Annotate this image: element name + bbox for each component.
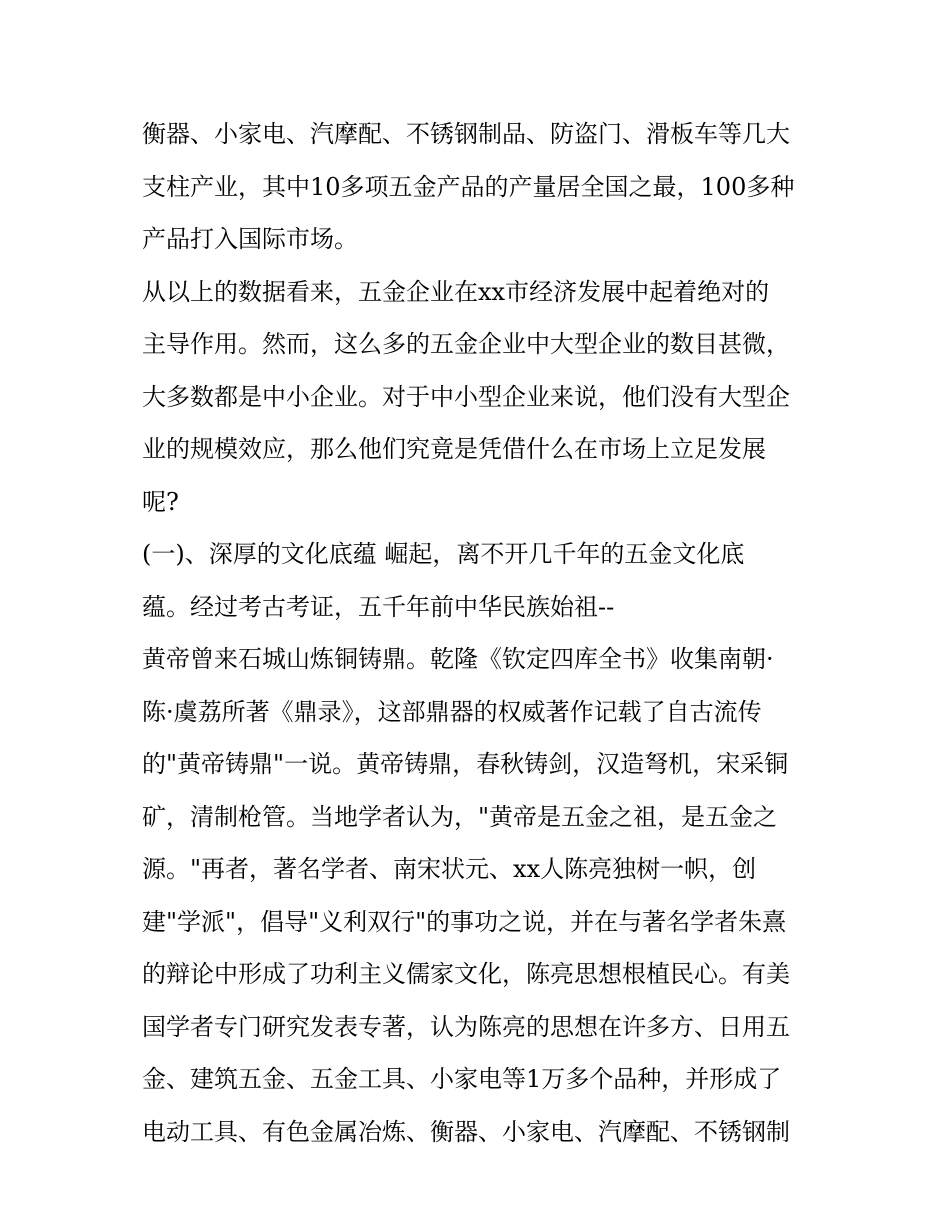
text-line: 的"黄帝铸鼎"一说。黄帝铸鼎，春秋铸剑，汉造弩机，宋采铜 — [142, 750, 789, 778]
text-line: 金、建筑五金、五金工具、小家电等1万多个品种，并形成了 — [142, 1065, 782, 1093]
text-line: 电动工具、有色金属冶炼、衡器、小家电、汽摩配、不锈钢制 — [142, 1117, 790, 1146]
text-line: 衡器、小家电、汽摩配、不锈钢制品、防盗门、滑板车等几大 — [142, 120, 790, 148]
text-line: 从以上的数据看来，五金企业在xx市经济发展中起着绝对的 — [142, 277, 770, 306]
body-text — [142, 108, 822, 1158]
text-line: 国学者专门研究发表专著，认为陈亮的思想在许多方、日用五 — [142, 1012, 790, 1041]
text-line: 蕴。经过考古考证，五千年前中华民族始祖-- — [142, 592, 615, 621]
text-line: (一)、深厚的文化底蕴 崛起，离不开几千年的五金文化底 — [142, 540, 745, 568]
text-line: 主导作用。然而，这么多的五金企业中大型企业的数目甚微， — [142, 330, 790, 358]
text-line: 源。"再者，著名学者、南宋状元、xx人陈亮独树一帜，创 — [142, 855, 757, 883]
text-line: 产品打入国际市场。 — [142, 225, 358, 253]
text-line: 业的规模效应，那么他们究竟是凭借什么在市场上立足发展 — [142, 435, 766, 463]
text-line: 的辩论中形成了功利主义儒家文化，陈亮思想根植民心。有美 — [142, 960, 790, 988]
text-line: 黄帝曾来石城山炼铜铸鼎。乾隆《钦定四库全书》收集南朝· — [142, 645, 774, 673]
text-line: 陈·虞荔所著《鼎录》，这部鼎器的权威著作记载了自古流传 — [142, 697, 762, 726]
text-line: 建"学派"，倡导"义利双行"的事功之说，并在与著名学者朱熹 — [142, 907, 787, 936]
text-line: 支柱产业，其中10多项五金产品的产量居全国之最，100多种 — [142, 172, 795, 201]
text-line: 矿，清制枪管。当地学者认为，"黄帝是五金之祖，是五金之 — [142, 802, 778, 831]
text-line: 呢? — [142, 487, 179, 516]
text-line: 大多数都是中小企业。对于中小型企业来说，他们没有大型企 — [142, 382, 790, 411]
